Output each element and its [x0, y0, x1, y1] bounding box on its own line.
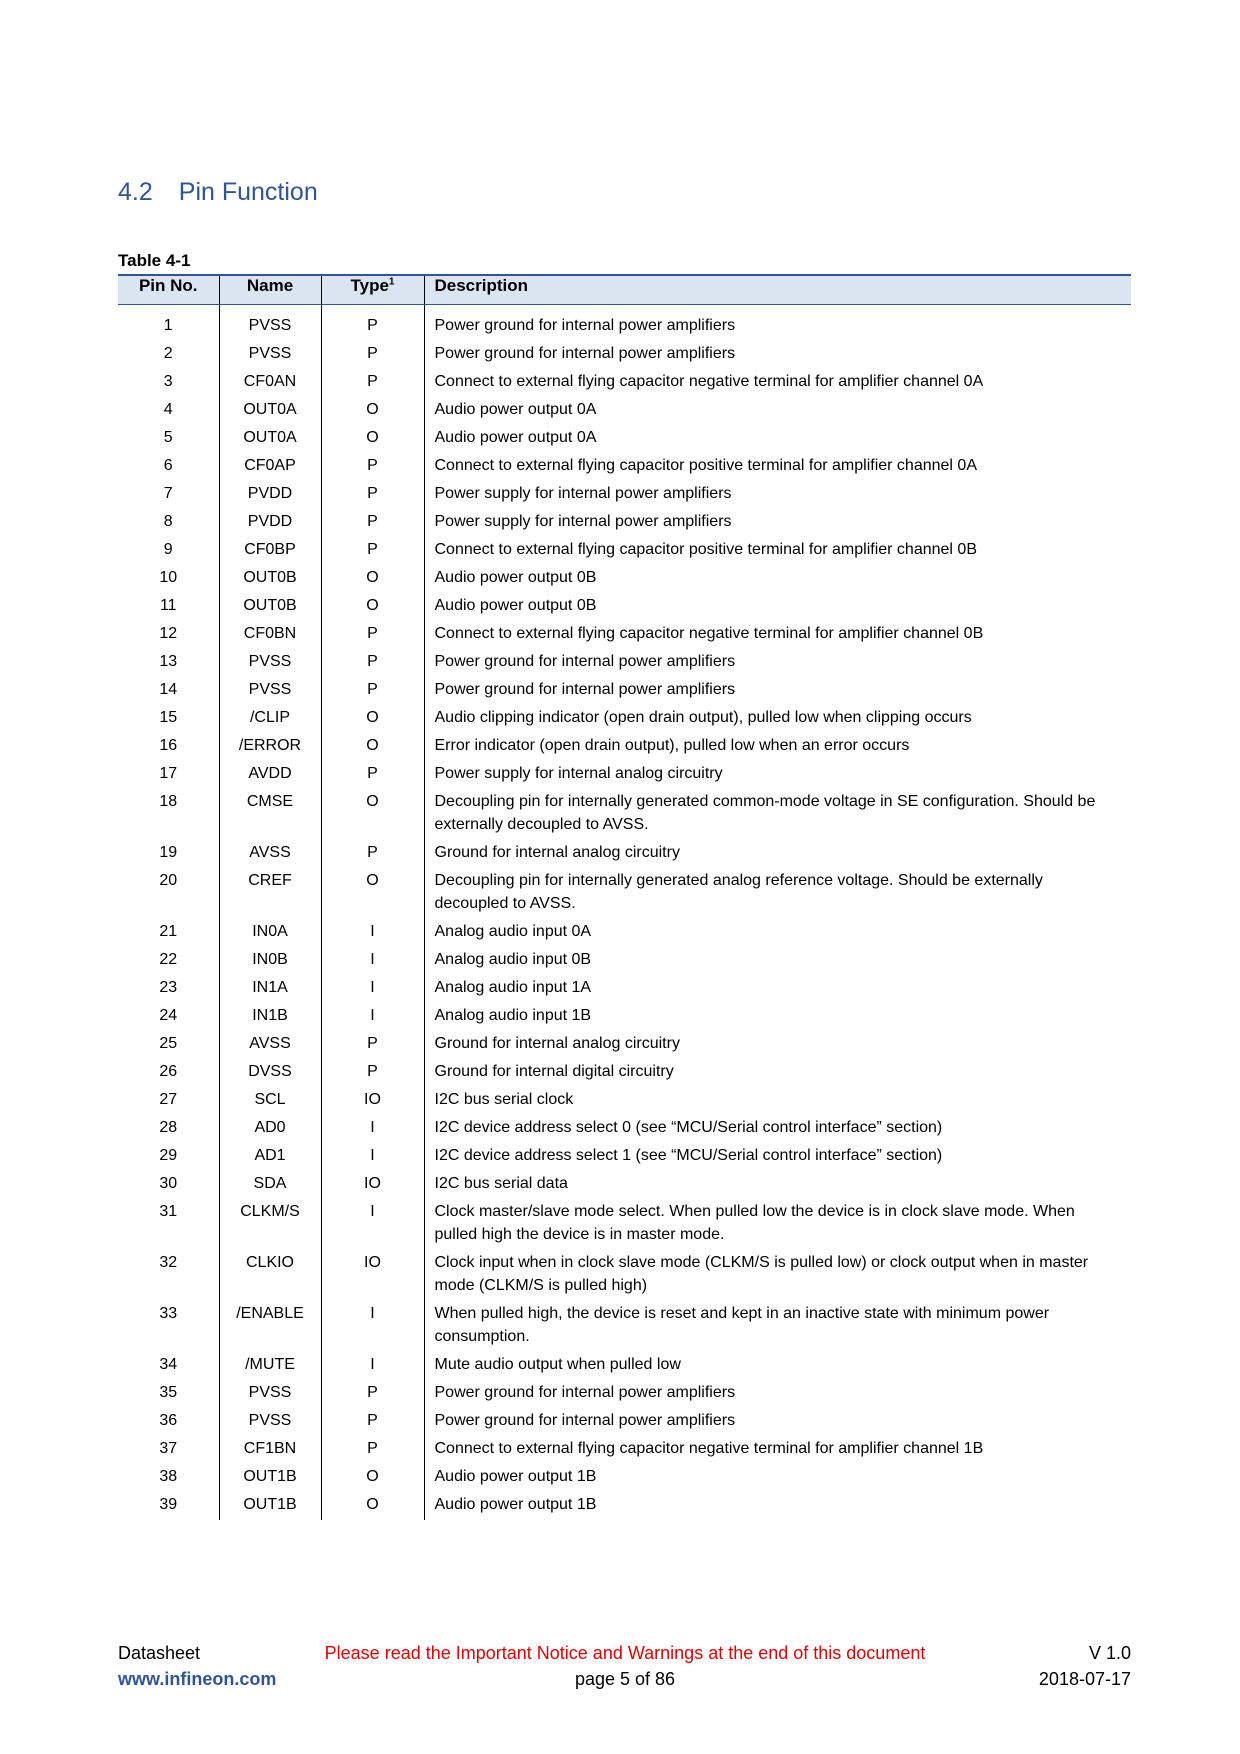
cell-pin-no: 29 — [118, 1143, 219, 1171]
header-type — [321, 275, 424, 305]
table-body — [118, 305, 1131, 1521]
cell-name: PVSS — [219, 649, 321, 677]
cell-pin-no: 36 — [118, 1408, 219, 1436]
table-row — [118, 425, 1131, 453]
table-row — [118, 1464, 1131, 1492]
cell-description: Connect to external flying capacitor negative terminal for amplifier channel 1B — [434, 1440, 984, 1457]
cell-pin-no: 18 — [118, 789, 219, 840]
cell-type: P — [321, 453, 424, 481]
cell-pin-no: 3 — [118, 369, 219, 397]
cell-description: Power ground for internal power amplifiers — [434, 345, 736, 362]
cell-name: OUT0B — [219, 565, 321, 593]
cell-name: /ENABLE — [219, 1301, 321, 1352]
cell-description: Audio power output 1B — [434, 1496, 597, 1513]
cell-name: CF0AP — [219, 453, 321, 481]
table-row — [118, 919, 1131, 947]
header-pin-no: Pin No. — [118, 275, 219, 305]
version: V 1.0 — [1088, 1643, 1131, 1663]
cell-name: CLKIO — [219, 1250, 321, 1301]
cell-name: SCL — [219, 1087, 321, 1115]
table-header-row — [118, 275, 1131, 305]
cell-pin-no: 23 — [118, 975, 219, 1003]
table-row — [118, 761, 1131, 789]
cell-description: I2C bus serial data — [434, 1175, 568, 1192]
table-row — [118, 1301, 1131, 1352]
table-row — [118, 1199, 1131, 1250]
cell-name: IN0B — [219, 947, 321, 975]
cell-pin-no: 34 — [118, 1352, 219, 1380]
cell-type: I — [321, 1115, 424, 1143]
cell-pin-no: 39 — [118, 1492, 219, 1520]
cell-description: Audio power output 0B — [434, 569, 597, 586]
table-row — [118, 1408, 1131, 1436]
table-row — [118, 537, 1131, 565]
cell-description: Error indicator (open drain output), pulled low when an error occurs — [434, 737, 910, 754]
table-row — [118, 1059, 1131, 1087]
cell-name: SDA — [219, 1171, 321, 1199]
table-row — [118, 1003, 1131, 1031]
table-row — [118, 1250, 1131, 1301]
table-caption: Table 4-1 — [118, 251, 191, 270]
cell-type: I — [321, 1301, 424, 1352]
cell-description: I2C bus serial clock — [434, 1091, 574, 1108]
table-row — [118, 1031, 1131, 1059]
cell-pin-no: 38 — [118, 1464, 219, 1492]
cell-description: Decoupling pin for internally generated common-mode voltage in SE configuration. Should be externally decoupled to AVSS. — [434, 793, 1096, 833]
cell-type: P — [321, 1436, 424, 1464]
table-row — [118, 840, 1131, 868]
footer-left — [118, 1640, 276, 1692]
website-link[interactable]: www.infineon.com — [118, 1669, 277, 1689]
cell-type: IO — [321, 1087, 424, 1115]
cell-pin-no: 9 — [118, 537, 219, 565]
cell-description: Power ground for internal power amplifiers — [434, 1384, 736, 1401]
cell-description: Decoupling pin for internally generated analog reference voltage. Should be externally decoupled to AVSS. — [434, 872, 1043, 912]
cell-type: I — [321, 975, 424, 1003]
cell-name: OUT0A — [219, 425, 321, 453]
doc-type: Datasheet — [118, 1643, 201, 1663]
cell-pin-no: 21 — [118, 919, 219, 947]
cell-type: P — [321, 761, 424, 789]
cell-pin-no: 37 — [118, 1436, 219, 1464]
cell-name: AVDD — [219, 761, 321, 789]
cell-name: /MUTE — [219, 1352, 321, 1380]
table-row — [118, 1492, 1131, 1520]
cell-pin-no: 32 — [118, 1250, 219, 1301]
cell-name: IN1A — [219, 975, 321, 1003]
cell-type: O — [321, 733, 424, 761]
cell-pin-no: 20 — [118, 868, 219, 919]
cell-pin-no: 7 — [118, 481, 219, 509]
date: 2018-07-17 — [1038, 1669, 1131, 1689]
table-row — [118, 1171, 1131, 1199]
footer-center — [300, 1640, 950, 1692]
cell-name: DVSS — [219, 1059, 321, 1087]
cell-pin-no: 6 — [118, 453, 219, 481]
cell-pin-no: 5 — [118, 425, 219, 453]
cell-description: Analog audio input 0A — [434, 923, 592, 940]
cell-description: When pulled high, the device is reset and kept in an inactive state with minimum power consumption. — [434, 1305, 1050, 1345]
cell-description: Analog audio input 0B — [434, 951, 592, 968]
cell-description: Power supply for internal power amplifiers — [434, 485, 732, 502]
cell-name: AVSS — [219, 1031, 321, 1059]
cell-description: Audio power output 0B — [434, 597, 597, 614]
cell-type: I — [321, 947, 424, 975]
cell-pin-no: 12 — [118, 621, 219, 649]
cell-pin-no: 19 — [118, 840, 219, 868]
cell-pin-no: 10 — [118, 565, 219, 593]
cell-pin-no: 2 — [118, 341, 219, 369]
cell-name: AD0 — [219, 1115, 321, 1143]
cell-description: Audio power output 1B — [434, 1468, 597, 1485]
cell-pin-no: 4 — [118, 397, 219, 425]
cell-description: Analog audio input 1B — [434, 1007, 592, 1024]
table-row — [118, 305, 1131, 342]
cell-description: Audio power output 0A — [434, 429, 597, 446]
table-row — [118, 677, 1131, 705]
cell-name: PVSS — [219, 341, 321, 369]
cell-type: P — [321, 369, 424, 397]
cell-pin-no: 17 — [118, 761, 219, 789]
cell-pin-no: 24 — [118, 1003, 219, 1031]
cell-name: PVSS — [219, 677, 321, 705]
cell-pin-no: 25 — [118, 1031, 219, 1059]
page-number: page 5 of 86 — [574, 1669, 676, 1689]
cell-name: CF0BN — [219, 621, 321, 649]
cell-name: PVSS — [219, 1408, 321, 1436]
pin-function-table — [118, 274, 1131, 1520]
cell-type: I — [321, 1352, 424, 1380]
cell-pin-no: 14 — [118, 677, 219, 705]
section-title: Pin Function — [178, 178, 318, 206]
cell-name: IN0A — [219, 919, 321, 947]
cell-type: P — [321, 677, 424, 705]
cell-type: O — [321, 593, 424, 621]
cell-description: Clock input when in clock slave mode (CLKM/S is pulled low) or clock output when in master mode (CLKM/S is pulled high) — [434, 1254, 1089, 1294]
table-row — [118, 397, 1131, 425]
cell-name: OUT0A — [219, 397, 321, 425]
cell-type: P — [321, 1059, 424, 1087]
cell-pin-no: 15 — [118, 705, 219, 733]
cell-type: P — [321, 1408, 424, 1436]
cell-pin-no: 30 — [118, 1171, 219, 1199]
cell-type: I — [321, 1199, 424, 1250]
table-row — [118, 1143, 1131, 1171]
table-row — [118, 947, 1131, 975]
cell-description: Connect to external flying capacitor positive terminal for amplifier channel 0A — [434, 457, 977, 474]
cell-name: /CLIP — [219, 705, 321, 733]
header-description: Description — [424, 275, 1131, 305]
table-row — [118, 453, 1131, 481]
cell-description: Connect to external flying capacitor negative terminal for amplifier channel 0A — [434, 373, 984, 390]
cell-description: Connect to external flying capacitor positive terminal for amplifier channel 0B — [434, 541, 977, 558]
table-row — [118, 1380, 1131, 1408]
cell-name: PVSS — [219, 1380, 321, 1408]
cell-type: P — [321, 341, 424, 369]
section-heading — [118, 178, 318, 207]
cell-description: Ground for internal analog circuitry — [434, 1035, 680, 1052]
table-row — [118, 621, 1131, 649]
cell-pin-no: 31 — [118, 1199, 219, 1250]
cell-type: P — [321, 537, 424, 565]
cell-type: I — [321, 1003, 424, 1031]
cell-name: /ERROR — [219, 733, 321, 761]
cell-pin-no: 33 — [118, 1301, 219, 1352]
table-row — [118, 649, 1131, 677]
table-row — [118, 1436, 1131, 1464]
table-row — [118, 593, 1131, 621]
cell-description: Connect to external flying capacitor negative terminal for amplifier channel 0B — [434, 625, 984, 642]
section-number: 4.2 — [118, 178, 153, 206]
cell-description: Power ground for internal power amplifiers — [434, 317, 736, 334]
cell-pin-no: 11 — [118, 593, 219, 621]
table-row — [118, 705, 1131, 733]
cell-name: PVDD — [219, 481, 321, 509]
table-row — [118, 1352, 1131, 1380]
cell-name: AD1 — [219, 1143, 321, 1171]
cell-description: Audio power output 0A — [434, 401, 597, 418]
table-row — [118, 868, 1131, 919]
cell-pin-no: 35 — [118, 1380, 219, 1408]
cell-description: I2C device address select 1 (see “MCU/Serial control interface” section) — [434, 1147, 943, 1164]
table-row — [118, 1087, 1131, 1115]
cell-name: CLKM/S — [219, 1199, 321, 1250]
cell-pin-no: 26 — [118, 1059, 219, 1087]
cell-type: P — [321, 649, 424, 677]
cell-type: O — [321, 789, 424, 840]
cell-type: O — [321, 705, 424, 733]
cell-name: OUT0B — [219, 593, 321, 621]
cell-pin-no: 27 — [118, 1087, 219, 1115]
table-row — [118, 565, 1131, 593]
cell-type: P — [321, 509, 424, 537]
cell-type: O — [321, 1464, 424, 1492]
cell-name: OUT1B — [219, 1464, 321, 1492]
cell-description: Audio clipping indicator (open drain output), pulled low when clipping occurs — [434, 709, 972, 726]
cell-type: O — [321, 868, 424, 919]
cell-name: CMSE — [219, 789, 321, 840]
cell-name: PVSS — [219, 305, 321, 342]
cell-pin-no: 13 — [118, 649, 219, 677]
important-notice: Please read the Important Notice and Warnings at the end of this document — [324, 1643, 926, 1663]
table-row — [118, 369, 1131, 397]
cell-name: AVSS — [219, 840, 321, 868]
cell-description: Ground for internal digital circuitry — [434, 1063, 674, 1080]
cell-type: I — [321, 919, 424, 947]
cell-description: Power ground for internal power amplifiers — [434, 1412, 736, 1429]
table-row — [118, 975, 1131, 1003]
cell-type: P — [321, 621, 424, 649]
table-row — [118, 481, 1131, 509]
cell-description: Ground for internal analog circuitry — [434, 844, 680, 861]
cell-name: CREF — [219, 868, 321, 919]
cell-type: O — [321, 397, 424, 425]
cell-type: IO — [321, 1171, 424, 1199]
cell-name: CF0AN — [219, 369, 321, 397]
table-row — [118, 733, 1131, 761]
cell-description: Mute audio output when pulled low — [434, 1356, 681, 1373]
table-row — [118, 341, 1131, 369]
cell-type: IO — [321, 1250, 424, 1301]
cell-type: O — [321, 565, 424, 593]
cell-description: Power ground for internal power amplifiers — [434, 681, 736, 698]
cell-type: P — [321, 481, 424, 509]
cell-pin-no: 28 — [118, 1115, 219, 1143]
cell-description: Analog audio input 1A — [434, 979, 592, 996]
cell-description: Clock master/slave mode select. When pulled low the device is in clock slave mode. When pulled high the device is in master mode. — [434, 1203, 1075, 1243]
cell-description: Power supply for internal power amplifiers — [434, 513, 732, 530]
cell-pin-no: 8 — [118, 509, 219, 537]
cell-description: I2C device address select 0 (see “MCU/Serial control interface” section) — [434, 1119, 943, 1136]
table-row — [118, 1115, 1131, 1143]
header-name: Name — [219, 275, 321, 305]
cell-name: CF1BN — [219, 1436, 321, 1464]
cell-type: O — [321, 1492, 424, 1520]
cell-pin-no: 1 — [118, 305, 219, 342]
cell-type: P — [321, 1380, 424, 1408]
table-row — [118, 789, 1131, 840]
cell-type: O — [321, 425, 424, 453]
cell-name: OUT1B — [219, 1492, 321, 1520]
cell-name: IN1B — [219, 1003, 321, 1031]
cell-pin-no: 16 — [118, 733, 219, 761]
cell-type: I — [321, 1143, 424, 1171]
cell-description: Power ground for internal power amplifiers — [434, 653, 736, 670]
cell-type: P — [321, 840, 424, 868]
cell-description: Power supply for internal analog circuitry — [434, 765, 723, 782]
header-type-label: Type — [350, 276, 389, 295]
cell-type: P — [321, 1031, 424, 1059]
cell-name: PVDD — [219, 509, 321, 537]
footer-right — [1039, 1640, 1131, 1692]
cell-name: CF0BP — [219, 537, 321, 565]
table-row — [118, 509, 1131, 537]
type-footnote: 1 — [388, 276, 395, 288]
cell-type: P — [321, 305, 424, 342]
cell-pin-no: 22 — [118, 947, 219, 975]
